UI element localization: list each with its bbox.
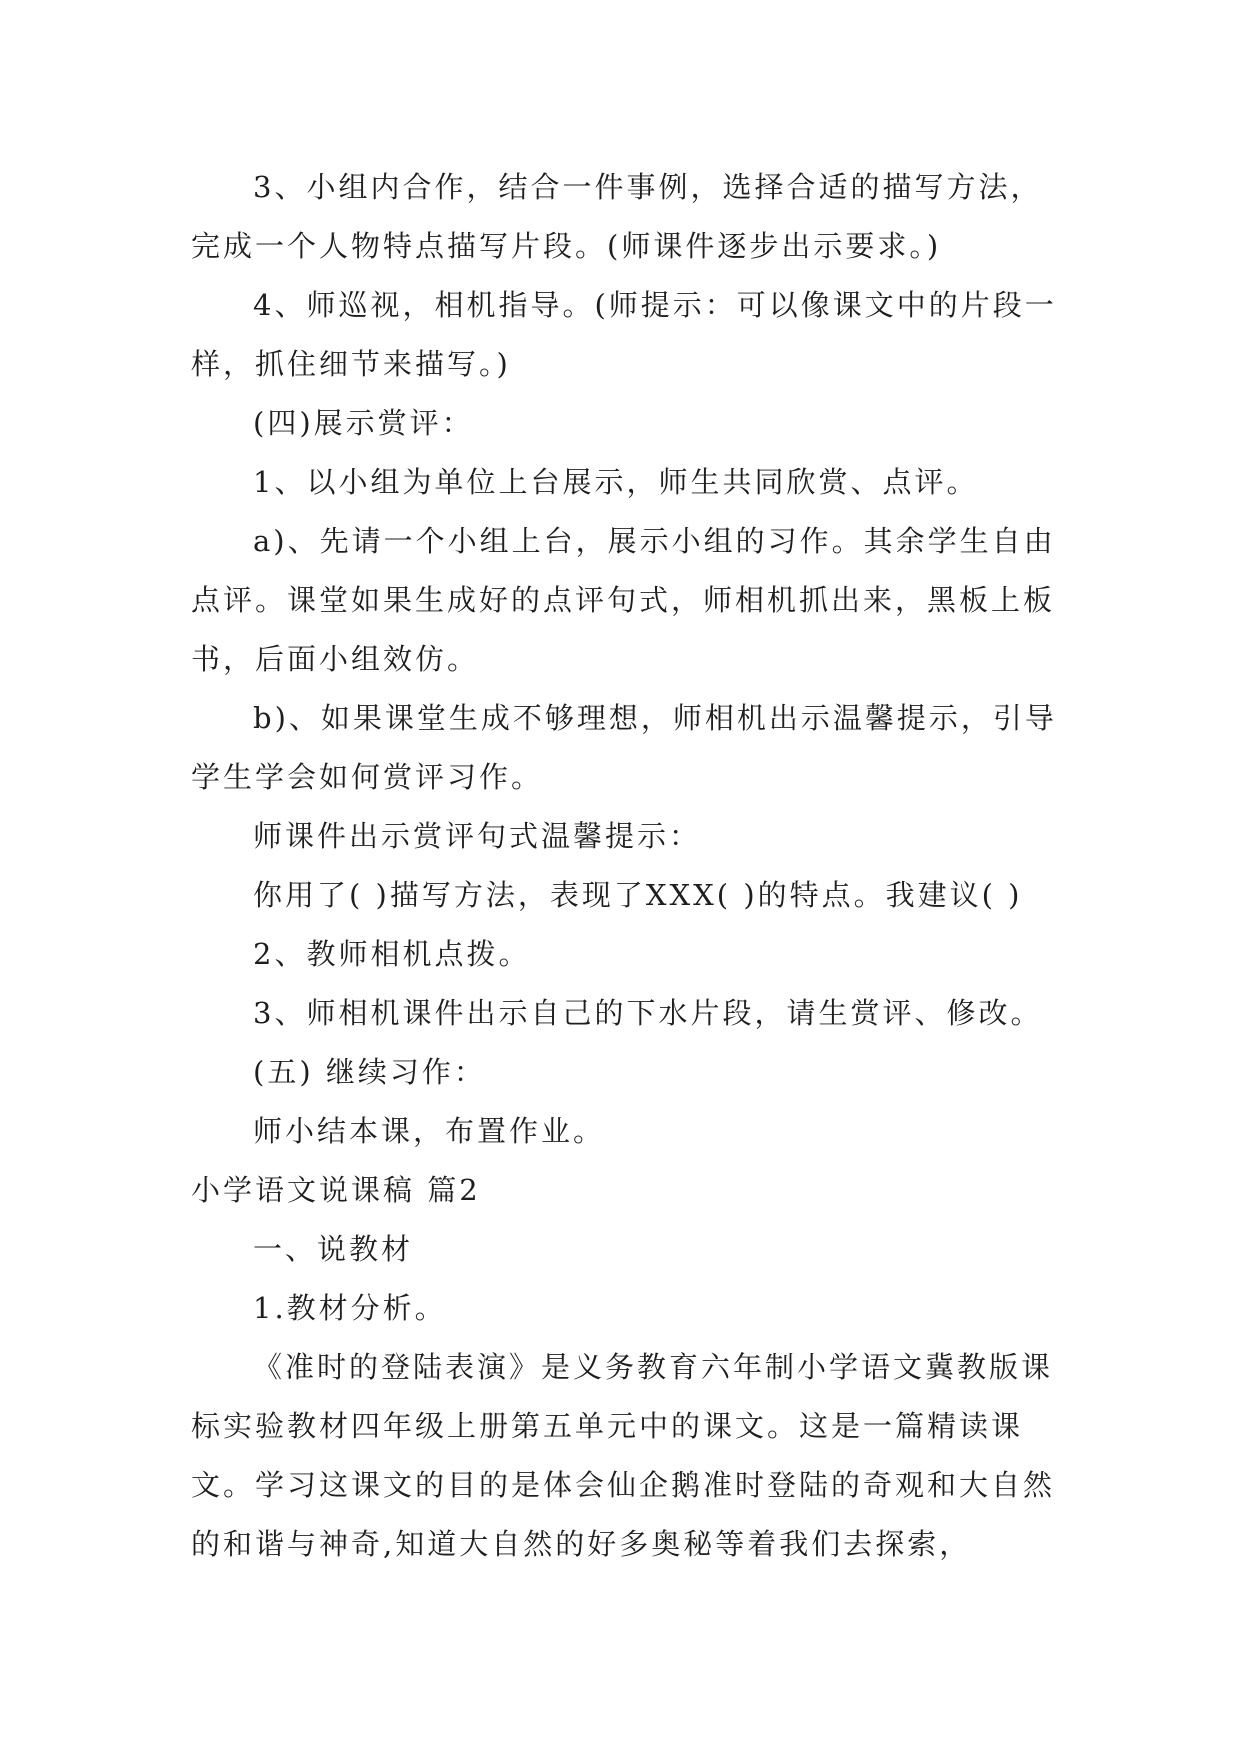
section-heading: (四)展示赏评：: [253, 406, 474, 440]
paragraph: 2、教师相机点拨。: [253, 937, 531, 971]
paragraph: 1、以小组为单位上台展示，师生共同欣赏、点评。: [253, 465, 979, 499]
paragraph: 师小结本课，布置作业。: [253, 1114, 606, 1148]
paragraph: 你用了( )描写方法，表现了XXX( )的特点。我建议( ): [253, 878, 1023, 912]
section-heading: 一、说教材: [253, 1232, 414, 1266]
paragraph: a)、先请一个小组上台，展示小组的习作。其余学生自由点评。课堂如果生成好的点评句式，师相机抓出来，黑板上板书，后面小组效仿。: [191, 524, 1056, 676]
paragraph: 《准时的登陆表演》是义务教育六年制小学语文冀教版课标实验教材四年级上册第五单元中的课文。这是一篇精读课文。学习这课文的目的是体会仙企鹅准时登陆的奇观和大自然的和谐与神奇,知道大自然的好多奥秘等着我们去探索，: [191, 1350, 1056, 1561]
paragraph: 4、师巡视，相机指导。(师提示：可以像课文中的片段一样，抓住细节来描写。): [191, 288, 1057, 381]
paragraph: b)、如果课堂生成不够理想，师相机出示温馨提示，引导学生学会如何赏评习作。: [191, 701, 1057, 794]
paragraph: 3、小组内合作，结合一件事例，选择合适的描写方法，完成一个人物特点描写片段。(师课件逐步出示要求。): [191, 170, 1043, 263]
paragraph: 师课件出示赏评句式温馨提示：: [253, 819, 702, 853]
subsection-heading: 1.教材分析。: [253, 1291, 447, 1325]
section-heading: (五) 继续习作：: [253, 1055, 486, 1089]
document-body: [191, 158, 1071, 1574]
paragraph: 3、师相机课件出示自己的下水片段，请生赏评、修改。: [253, 996, 1043, 1030]
article-title: 小学语文说课稿 篇2: [191, 1173, 481, 1207]
